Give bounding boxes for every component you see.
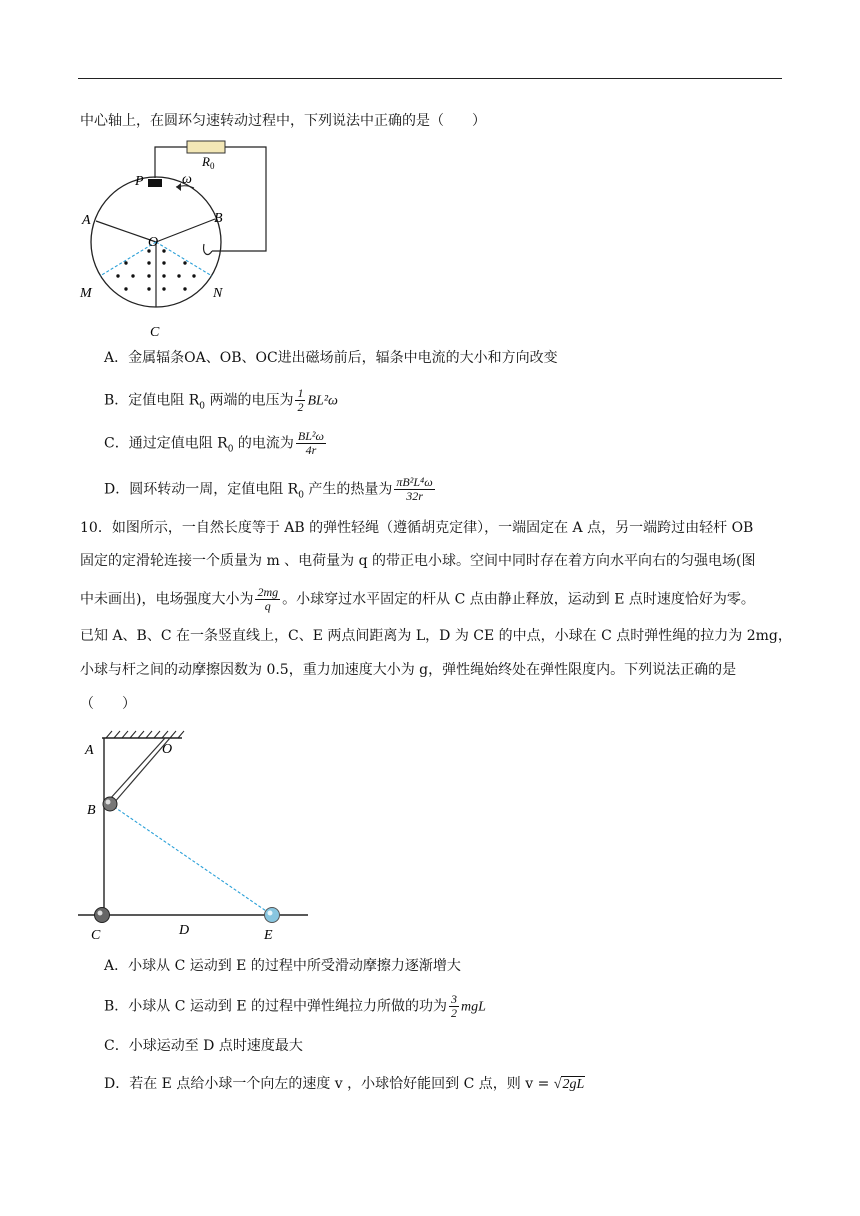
- label-C: C: [150, 325, 160, 340]
- q10-figure-pulley-ball: [76, 728, 316, 946]
- label-B: B: [214, 211, 223, 226]
- q10-option-a[interactable]: A．小球从 C 运动到 E 的过程中所受滑动摩擦力逐渐增大: [104, 958, 461, 974]
- q9-stem-tail: 中心轴上，在圆环匀速转动过程中，下列说法中正确的是（ ）: [80, 113, 486, 129]
- q9-option-c[interactable]: C．通过定值电阻 $R_0$ 的电流为 $\frac{\text{BL²ω}}{4r}$: [104, 429, 324, 457]
- label-D: D: [179, 923, 190, 938]
- label-R0: $R_0$: [202, 154, 215, 171]
- header-rule: [78, 78, 782, 79]
- square-root: √2gL: [553, 1077, 585, 1092]
- label-A: A: [85, 743, 94, 758]
- fraction: $\frac{3}{2}$: [451, 992, 458, 1020]
- label-P: P: [135, 174, 144, 189]
- q10-stem-line-6: （ ）: [80, 696, 136, 712]
- label-N: N: [213, 286, 223, 301]
- q10-option-b[interactable]: B．小球从 C 运动到 E 的过程中弹性绳拉力所做的功为 $\frac{3}{2}$ mgL: [104, 992, 486, 1020]
- label-omega: ω: [182, 172, 192, 187]
- label-B: B: [87, 803, 96, 818]
- q9-option-d[interactable]: D．圆环转动一周，定值电阻 $R_0$ 产生的热量为 $\frac{\text{πB²L⁴ω}}{32r}$: [104, 475, 433, 503]
- q9-figure-rotating-ring: [76, 136, 276, 342]
- q10-stem-line-5: 小球与杆之间的动摩擦因数为 0.5，重力加速度大小为 g，弹性绳始终处在弹性限度内。下列说法正确的是: [80, 662, 737, 678]
- q9-option-b[interactable]: B．定值电阻 $R_0$ 两端的电压为 $\frac{1}{2}$ BL²ω: [104, 386, 338, 414]
- q10-option-c[interactable]: C．小球运动至 D 点时速度最大: [104, 1038, 303, 1054]
- q10-stem-line-2: 固定的定滑轮连接一个质量为 m 、电荷量为 q 的带正电小球。空间中同时存在着方向水平向右的匀强电场(图: [80, 553, 756, 569]
- fraction: $\frac{\text{BL²ω}}{4r}$: [297, 429, 324, 457]
- label-M: M: [80, 286, 92, 301]
- label-O: O: [148, 235, 159, 250]
- q10-option-d[interactable]: D．若在 E 点给小球一个向左的速度 v ，小球恰好能回到 C 点，则 v = √2gL: [104, 1076, 585, 1092]
- label-A: A: [82, 213, 91, 228]
- label-O: O: [162, 742, 173, 757]
- q10-stem-line-3: 中未画出)，电场强度大小为 $\frac{2mg}{q}$ 。小球穿过水平固定的杆从 C 点由静止释放，运动到 E 点时速度恰好为零。: [80, 585, 755, 613]
- fraction: $\frac{2mg}{q}$: [257, 585, 279, 613]
- label-C: C: [91, 928, 101, 943]
- q10-stem-line-1: 10．如图所示，一自然长度等于 AB 的弹性轻绳（遵循胡克定律），一端固定在 A 点，另一端跨过由轻杆 OB: [80, 520, 754, 536]
- q10-stem-line-4: 已知 A、B、C 在一条竖直线上，C、E 两点间距离为 L，D 为 CE 的中点，小球在 C 点时弹性绳的拉力为 2mg，: [80, 628, 792, 644]
- fraction: $\frac{1}{2}$: [297, 386, 304, 414]
- fraction: $\frac{\text{πB²L⁴ω}}{32r}$: [396, 475, 433, 503]
- label-E: E: [264, 928, 273, 943]
- q9-option-a[interactable]: A．金属辐条OA、OB、OC进出磁场前后，辐条中电流的大小和方向改变: [104, 350, 558, 366]
